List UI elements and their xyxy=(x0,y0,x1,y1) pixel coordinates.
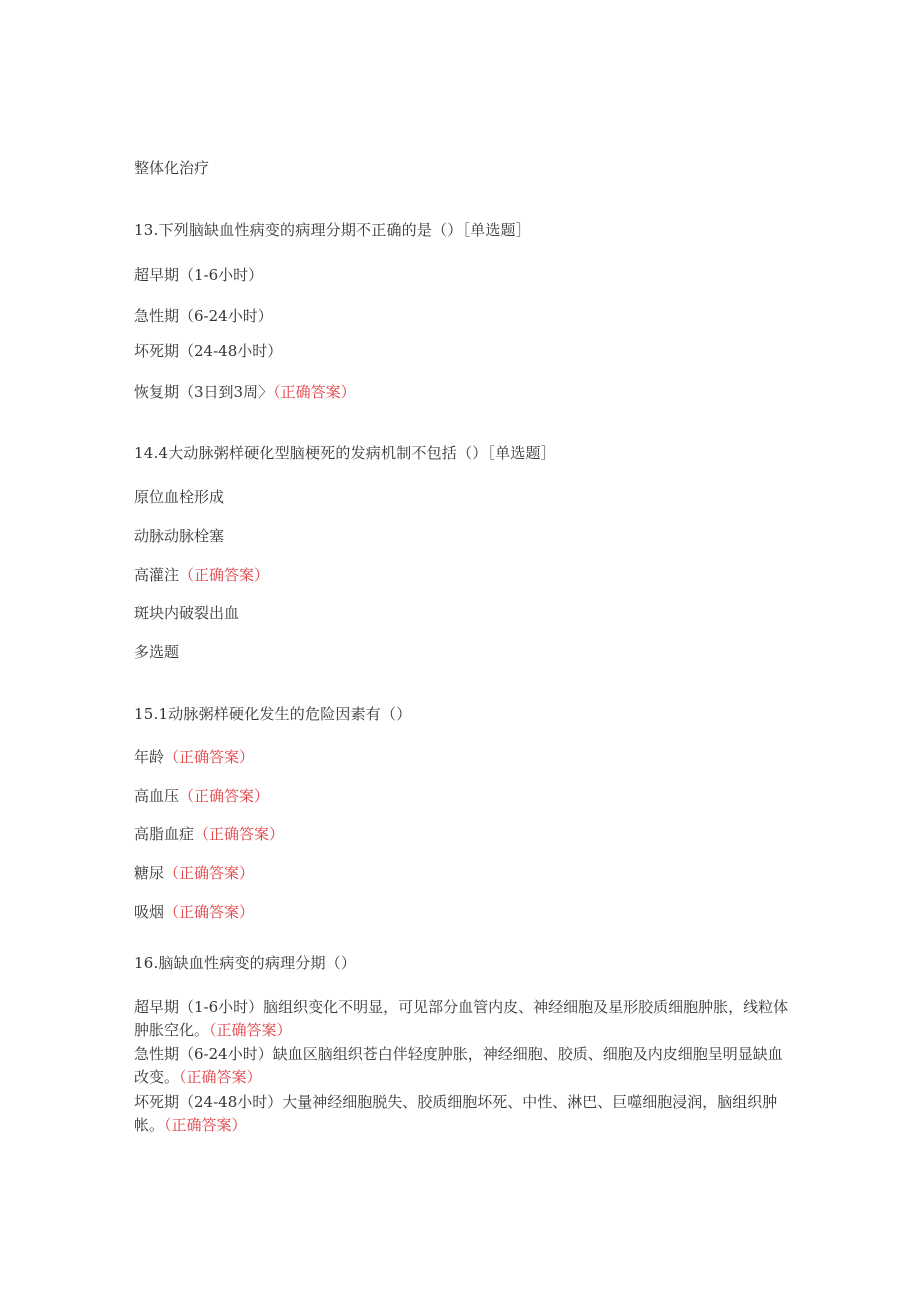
section-label: 多选题 xyxy=(134,643,180,661)
option-text: 高灌注 xyxy=(134,566,180,584)
question-13-title: 13.下列脑缺血性病变的病理分期不正确的是（）［单选题］ xyxy=(134,221,531,239)
question-13-option-c: 坏死期（24-48小时） xyxy=(134,342,283,360)
option-text: 恢复期（3日到3周〉 xyxy=(134,383,274,401)
option-text: 吸烟 xyxy=(134,903,165,921)
correct-answer-marker: （正确答案） xyxy=(164,903,255,921)
correct-answer-marker: （正确答案） xyxy=(179,1068,262,1086)
question-14-option-a: 原位血栓形成 xyxy=(134,488,225,506)
correct-answer-marker: （正确答案） xyxy=(194,825,285,843)
correct-answer-marker: （正确答案） xyxy=(209,1021,292,1039)
question-15-option-e xyxy=(134,901,254,923)
option-text: 年龄 xyxy=(134,748,165,766)
question-15-option-a xyxy=(134,746,254,768)
question-15-option-d xyxy=(134,862,254,884)
correct-answer-marker: （正确答案） xyxy=(179,566,270,584)
correct-answer-marker: （正确答案） xyxy=(164,864,255,882)
question-16-title: 16.脑缺血性病变的病理分期（） xyxy=(134,954,357,972)
question-13-option-b: 急性期（6-24小时） xyxy=(134,307,273,325)
question-14-option-d: 斑块内破裂出血 xyxy=(134,604,240,622)
question-14-title: 14.4大动脉粥样硬化型脑梗死的发病机制不包括（）［单选题］ xyxy=(134,444,556,462)
question-13-option-d xyxy=(134,381,356,403)
option-text: 急性期（6-24小时）缺血区脑组织苍白伴轻度肿胀，神经细胞、胶质、细胞及内皮细胞呈明显缺血改变。 xyxy=(134,1045,783,1086)
question-16-option-c xyxy=(134,1091,794,1137)
correct-answer-marker: （正确答案） xyxy=(273,383,356,401)
option-text: 坏死期（24-48小时）大量神经细胞脱失、胶质细胞坏死、中性、淋巴、巨噬细胞浸润，脑组织肿帐。 xyxy=(134,1093,778,1134)
correct-answer-marker: （正确答案） xyxy=(164,748,255,766)
option-text: 整体化治疗 xyxy=(134,159,210,177)
option-text: 高血压 xyxy=(134,787,180,805)
question-15-option-c xyxy=(134,823,284,845)
question-14-option-b: 动脉动脉栓塞 xyxy=(134,527,225,545)
option-text: 高脂血症 xyxy=(134,825,195,843)
correct-answer-marker: （正确答案） xyxy=(164,1116,247,1134)
question-13-option-a: 超早期（1-6小时） xyxy=(134,266,264,284)
option-text: 超早期（1-6小时）脑组织变化不明显，可见部分血管内皮、神经细胞及星形胶质细胞肿胀，线粒体肿胀空化。 xyxy=(134,998,789,1039)
correct-answer-marker: （正确答案） xyxy=(179,787,270,805)
option-text: 糖尿 xyxy=(134,864,165,882)
question-16-option-a xyxy=(134,996,794,1042)
question-14-option-c xyxy=(134,564,269,586)
question-15-option-b xyxy=(134,785,269,807)
question-15-title: 15.1动脉粥样硬化发生的危险因素有（） xyxy=(134,705,412,723)
question-16-option-b xyxy=(134,1043,794,1089)
